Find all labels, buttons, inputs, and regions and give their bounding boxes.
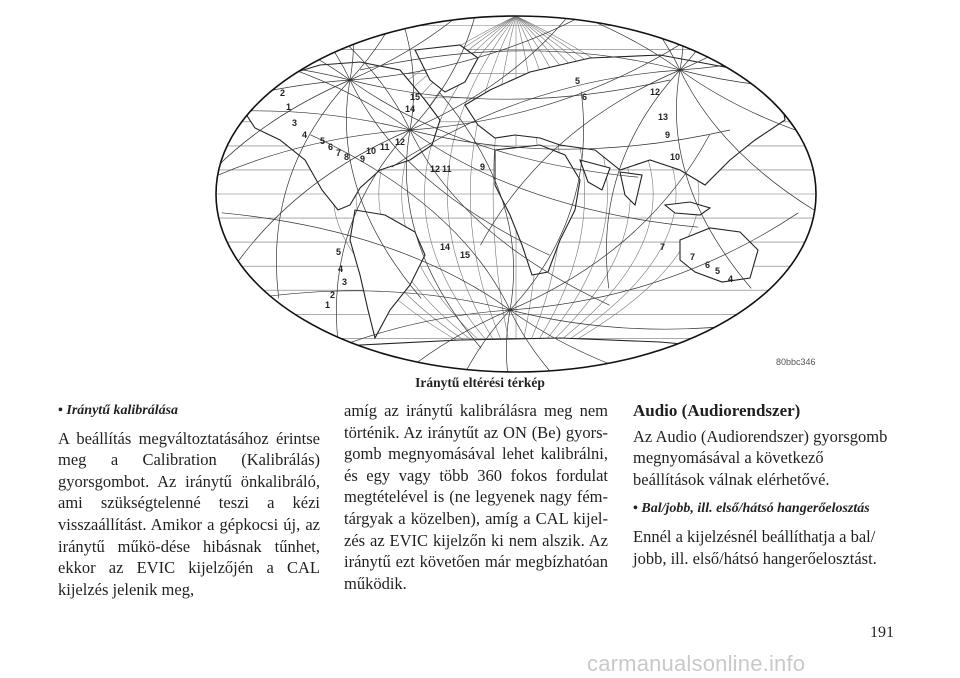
zone-label: 6 [328, 142, 334, 152]
zone-label: 15 [410, 92, 421, 102]
zone-label: 5 [715, 266, 721, 276]
zone-label: 14 [440, 242, 451, 252]
text-column-3 [633, 400, 896, 577]
zone-label: 5 [336, 247, 342, 257]
zone-label: 15 [460, 250, 471, 260]
zone-label: 8 [344, 152, 350, 162]
text-column-1 [58, 400, 320, 600]
zone-label: 11 [380, 142, 390, 152]
zone-label: 10 [366, 146, 377, 156]
paragraph-audio: Az Audio (Audiorendszer) gyorsgomb megnyomásával a következő beállítások válnak elérhetővé. [633, 426, 888, 489]
zone-label: 14 [405, 104, 416, 114]
zone-label: 11 [442, 164, 452, 174]
zone-label: 9 [480, 162, 486, 172]
zone-label: 5 [575, 76, 581, 86]
zone-label: 2 [280, 88, 286, 98]
zone-label: 4 [302, 130, 308, 140]
zone-label: 7 [660, 242, 666, 252]
compass-variance-map [210, 10, 822, 378]
figure-caption: Iránytű eltérési térkép [415, 375, 545, 390]
section-bullet-compass-calibration: • Iránytű kalibrálása [58, 400, 320, 422]
zone-label: 12 [395, 137, 406, 147]
text-column-2 [344, 400, 608, 594]
zone-label: 12 [430, 164, 441, 174]
watermark: carmanualsonline.info [587, 651, 806, 676]
zone-label: 5 [320, 136, 326, 146]
map-body [210, 10, 822, 378]
page-number: 191 [870, 624, 894, 641]
zone-label: 2 [330, 290, 336, 300]
zone-label: 6 [705, 260, 711, 270]
zone-label: 7 [690, 252, 696, 262]
section-heading-audio: Audio (Audiorendszer) [633, 401, 801, 420]
section-bullet-balance-fade: • Bal/jobb, ill. első/hátsó hangerőelosztás [633, 498, 896, 520]
paragraph-calibration-continued: amíg az iránytű kalibrálásra meg nem történik. Az iránytűt az ON (Be) gyors-gomb megnyomásával lehet kalibrálni, és egy vagy több 360 fokos fordulat megtételével is (ne legyenek nagy fém-tárgyak a közelben), amíg a CAL kijel-zés az EVIC kijelzőn ki nem alszik. Az iránytű ezt követően már megbízhatóan működik. [344, 401, 608, 593]
zone-label: 4 [728, 274, 734, 284]
paragraph-calibration: A beállítás megváltoztatásához érintse meg a Calibration (Kalibrálás) gyorsgombot. Az iránytű önkalibráló, ami szükségtelenné teszi a kézi visszaállítást. Amikor a gépkocsi új, az iránytű műkö-dése hibásnak tűnhet, ekkor az EVIC kijelzőjén a CAL kijelzés jelenik meg, [58, 428, 320, 599]
zone-label: 6 [582, 92, 588, 102]
zone-label: 9 [665, 130, 671, 140]
zone-label: 3 [292, 118, 298, 128]
world-map-figure [210, 10, 822, 378]
zone-label: 12 [650, 87, 661, 97]
figure-code: 80bbc346 [776, 357, 816, 367]
zone-label: 1 [286, 102, 292, 112]
zone-label: 3 [342, 277, 348, 287]
zone-label: 9 [360, 154, 366, 164]
paragraph-balance-fade: Ennél a kijelzésnél beállíthatja a bal/ jobb, ill. első/hátsó hangerőelosztást. [633, 526, 877, 568]
zone-label: 7 [336, 148, 342, 158]
zone-label: 10 [670, 152, 681, 162]
zone-label: 13 [658, 112, 669, 122]
zone-label: 1 [325, 300, 331, 310]
zone-label: 4 [338, 264, 344, 274]
